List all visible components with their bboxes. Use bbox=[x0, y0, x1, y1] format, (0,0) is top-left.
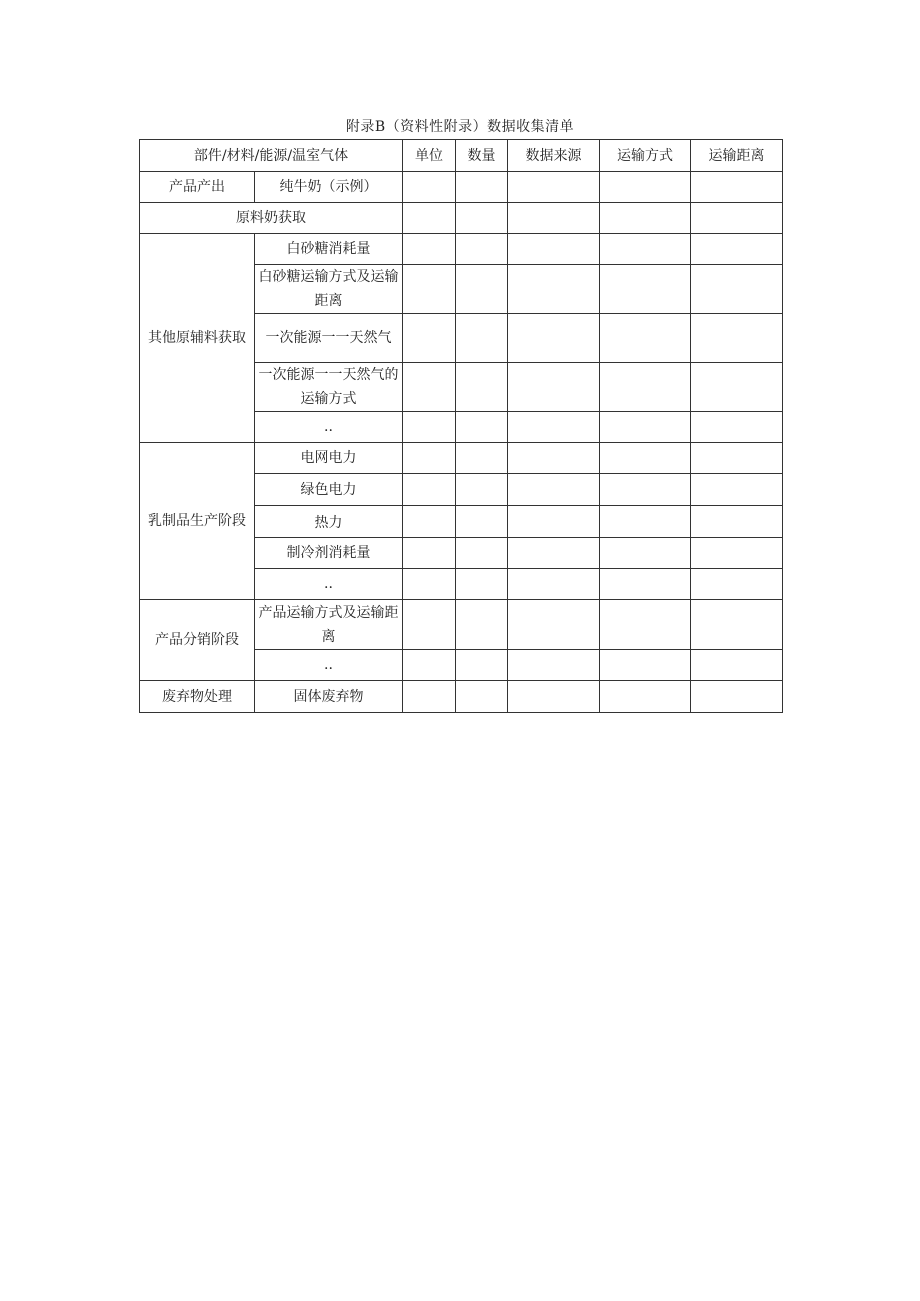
item-cell: 电网电力 bbox=[255, 443, 403, 474]
source-cell[interactable] bbox=[508, 538, 600, 569]
transport-mode-cell[interactable] bbox=[600, 538, 691, 569]
header-source: 数据来源 bbox=[508, 140, 600, 172]
quantity-cell[interactable] bbox=[456, 363, 508, 412]
unit-cell[interactable] bbox=[403, 538, 456, 569]
header-transport-mode: 运输方式 bbox=[600, 140, 691, 172]
source-cell[interactable] bbox=[508, 681, 600, 713]
stage-cell: 废弃物处理 bbox=[140, 681, 255, 713]
quantity-cell[interactable] bbox=[456, 314, 508, 363]
stage-cell: 产品分销阶段 bbox=[140, 600, 255, 681]
transport-mode-cell[interactable] bbox=[600, 203, 691, 234]
transport-distance-cell[interactable] bbox=[691, 538, 783, 569]
unit-cell[interactable] bbox=[403, 443, 456, 474]
source-cell[interactable] bbox=[508, 474, 600, 506]
transport-mode-cell[interactable] bbox=[600, 506, 691, 538]
unit-cell[interactable] bbox=[403, 314, 456, 363]
item-cell: 制冷剂消耗量 bbox=[255, 538, 403, 569]
transport-distance-cell[interactable] bbox=[691, 172, 783, 203]
unit-cell[interactable] bbox=[403, 234, 456, 265]
source-cell[interactable] bbox=[508, 265, 600, 314]
item-cell-ellipsis: .. bbox=[255, 412, 403, 443]
source-cell[interactable] bbox=[508, 172, 600, 203]
transport-mode-cell[interactable] bbox=[600, 681, 691, 713]
unit-cell[interactable] bbox=[403, 600, 456, 650]
transport-distance-cell[interactable] bbox=[691, 506, 783, 538]
source-cell[interactable] bbox=[508, 506, 600, 538]
stage-cell: 产品产出 bbox=[140, 172, 255, 203]
header-transport-distance: 运输距离 bbox=[691, 140, 783, 172]
unit-cell[interactable] bbox=[403, 265, 456, 314]
quantity-cell[interactable] bbox=[456, 443, 508, 474]
transport-mode-cell[interactable] bbox=[600, 569, 691, 600]
header-unit: 单位 bbox=[403, 140, 456, 172]
header-row bbox=[140, 140, 783, 172]
stage-cell: 原料奶获取 bbox=[140, 203, 403, 234]
source-cell[interactable] bbox=[508, 203, 600, 234]
quantity-cell[interactable] bbox=[456, 265, 508, 314]
header-item: 部件/材料/能源/温室气体 bbox=[140, 140, 403, 172]
transport-mode-cell[interactable] bbox=[600, 265, 691, 314]
table-row bbox=[140, 172, 783, 203]
source-cell[interactable] bbox=[508, 650, 600, 681]
transport-distance-cell[interactable] bbox=[691, 314, 783, 363]
quantity-cell[interactable] bbox=[456, 234, 508, 265]
item-cell: 白砂糖消耗量 bbox=[255, 234, 403, 265]
quantity-cell[interactable] bbox=[456, 538, 508, 569]
table-row bbox=[140, 234, 783, 265]
unit-cell[interactable] bbox=[403, 363, 456, 412]
stage-cell: 乳制品生产阶段 bbox=[140, 443, 255, 600]
header-quantity: 数量 bbox=[456, 140, 508, 172]
unit-cell[interactable] bbox=[403, 650, 456, 681]
item-cell: 一次能源一一天然气 bbox=[255, 314, 403, 363]
source-cell[interactable] bbox=[508, 443, 600, 474]
stage-cell: 其他原辅料获取 bbox=[140, 234, 255, 443]
quantity-cell[interactable] bbox=[456, 412, 508, 443]
item-cell: 固体废弃物 bbox=[255, 681, 403, 713]
table-row bbox=[140, 443, 783, 474]
item-cell: 白砂糖运输方式及运输距离 bbox=[255, 265, 403, 314]
transport-mode-cell[interactable] bbox=[600, 600, 691, 650]
item-cell: 热力 bbox=[255, 506, 403, 538]
source-cell[interactable] bbox=[508, 569, 600, 600]
table-row bbox=[140, 681, 783, 713]
transport-distance-cell[interactable] bbox=[691, 203, 783, 234]
transport-mode-cell[interactable] bbox=[600, 412, 691, 443]
unit-cell[interactable] bbox=[403, 203, 456, 234]
document-title: 附录B（资料性附录）数据收集清单 bbox=[345, 119, 575, 135]
transport-distance-cell[interactable] bbox=[691, 650, 783, 681]
quantity-cell[interactable] bbox=[456, 681, 508, 713]
transport-mode-cell[interactable] bbox=[600, 234, 691, 265]
source-cell[interactable] bbox=[508, 600, 600, 650]
table-row bbox=[140, 600, 783, 650]
item-cell: 绿色电力 bbox=[255, 474, 403, 506]
unit-cell[interactable] bbox=[403, 172, 456, 203]
quantity-cell[interactable] bbox=[456, 569, 508, 600]
unit-cell[interactable] bbox=[403, 681, 456, 713]
item-cell: 一次能源一一天然气的运输方式 bbox=[255, 363, 403, 412]
source-cell[interactable] bbox=[508, 314, 600, 363]
quantity-cell[interactable] bbox=[456, 650, 508, 681]
transport-mode-cell[interactable] bbox=[600, 314, 691, 363]
transport-distance-cell[interactable] bbox=[691, 443, 783, 474]
item-cell: 纯牛奶（示例） bbox=[255, 172, 403, 203]
unit-cell[interactable] bbox=[403, 569, 456, 600]
transport-distance-cell[interactable] bbox=[691, 474, 783, 506]
transport-distance-cell[interactable] bbox=[691, 681, 783, 713]
item-cell: 产品运输方式及运输距离 bbox=[255, 600, 403, 650]
source-cell[interactable] bbox=[508, 363, 600, 412]
quantity-cell[interactable] bbox=[456, 172, 508, 203]
transport-distance-cell[interactable] bbox=[691, 234, 783, 265]
transport-mode-cell[interactable] bbox=[600, 474, 691, 506]
transport-distance-cell[interactable] bbox=[691, 569, 783, 600]
transport-mode-cell[interactable] bbox=[600, 443, 691, 474]
transport-mode-cell[interactable] bbox=[600, 650, 691, 681]
unit-cell[interactable] bbox=[403, 506, 456, 538]
transport-distance-cell[interactable] bbox=[691, 265, 783, 314]
transport-mode-cell[interactable] bbox=[600, 363, 691, 412]
unit-cell[interactable] bbox=[403, 412, 456, 443]
quantity-cell[interactable] bbox=[456, 506, 508, 538]
transport-distance-cell[interactable] bbox=[691, 363, 783, 412]
data-collection-table bbox=[139, 139, 783, 713]
unit-cell[interactable] bbox=[403, 474, 456, 506]
transport-mode-cell[interactable] bbox=[600, 172, 691, 203]
quantity-cell[interactable] bbox=[456, 600, 508, 650]
source-cell[interactable] bbox=[508, 412, 600, 443]
source-cell[interactable] bbox=[508, 234, 600, 265]
item-cell-ellipsis: .. bbox=[255, 569, 403, 600]
table-row bbox=[140, 203, 783, 234]
quantity-cell[interactable] bbox=[456, 203, 508, 234]
item-cell-ellipsis: .. bbox=[255, 650, 403, 681]
quantity-cell[interactable] bbox=[456, 474, 508, 506]
transport-distance-cell[interactable] bbox=[691, 600, 783, 650]
transport-distance-cell[interactable] bbox=[691, 412, 783, 443]
